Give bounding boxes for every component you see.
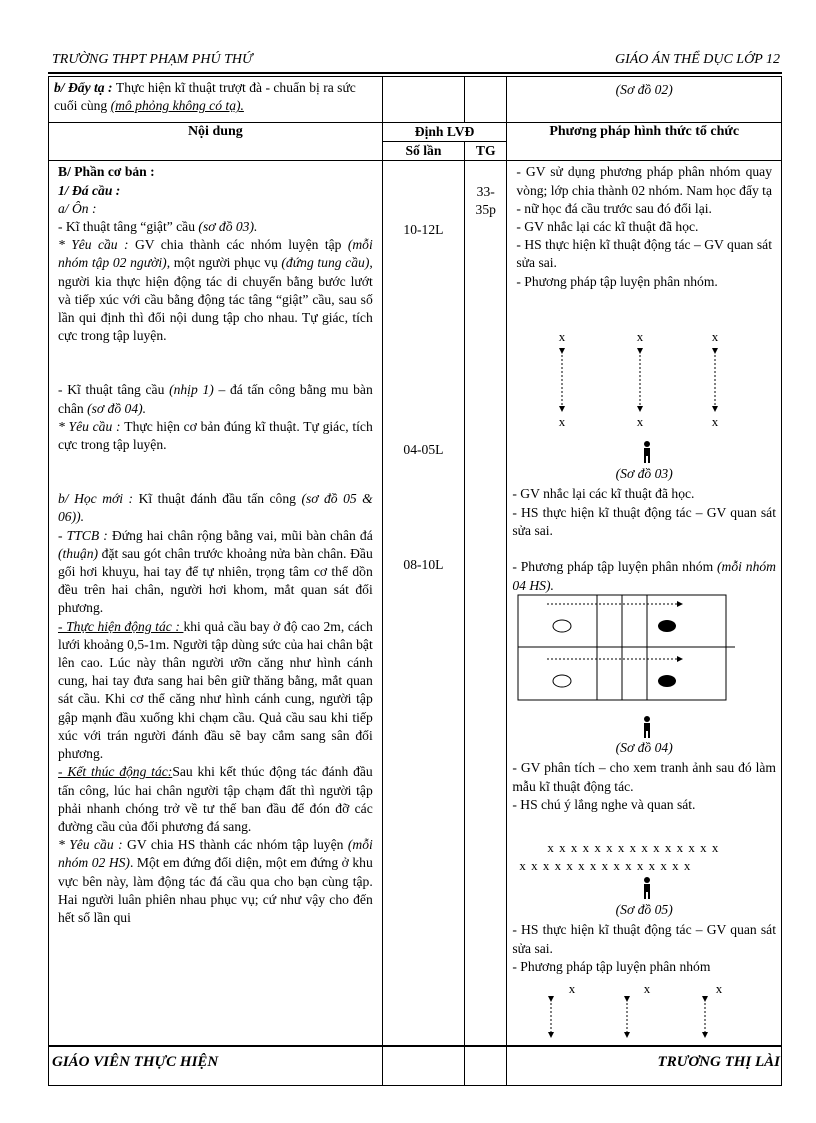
shotput-label: b/ Đẩy tạ : (54, 80, 116, 95)
content-row (49, 161, 782, 1086)
header-method: Phương pháp hình thức tổ chức (507, 123, 782, 161)
yc1-d: (đứng tung cầu) (281, 255, 370, 271)
finish-text: Sau khi kết thúc động tác đánh đầu tấn công, lúc hai chân người tập chạm đất thì người tập phải nhanh chóng trở về tư thế ban đầu để đón đỡ các đường cầu của đối phương đá sang. (58, 764, 373, 834)
tg-1: 33- (476, 184, 495, 200)
header-plan: GIÁO ÁN THỂ DỤC LỚP 12 (614, 52, 780, 67)
diagram-03 (537, 331, 717, 431)
shotput-text: Thực hiện kĩ thuật trượt đà - chuẩn bị ra sức cuối cùng (54, 80, 356, 114)
method-block-4 (507, 757, 781, 814)
yc1-a: GV chia thành các nhóm luyện tập (134, 237, 348, 253)
diagram-05-label: (Sơ đồ 05) (615, 902, 673, 918)
x-mark: x (637, 329, 644, 345)
shotput-note: (mô phỏng không có tạ). (110, 98, 244, 114)
method-6: - HS thực hiện kĩ thuật động tác – GV quan sát sửa sai. (512, 504, 776, 538)
header-tg: TG (465, 142, 507, 161)
so-lan-1: 10-12L (403, 222, 444, 238)
so-lan-3: 08-10L (403, 557, 444, 573)
footer-teacher-label: GIÁO VIÊN THỰC HIỆN (52, 1054, 219, 1070)
so-lan-2: 04-05L (403, 442, 444, 458)
x-mark: x (712, 414, 719, 430)
kt2-b: (nhịp 1) (169, 382, 214, 398)
kt1-text: - Kĩ thuật tâng “giật” cầu (58, 219, 199, 235)
teacher-icon (641, 715, 653, 739)
student-row-2: x x x x x x x x x x x x x x x (519, 858, 692, 874)
requirement-label-2: * Yêu cầu : (58, 418, 125, 434)
x-mark: x (716, 981, 723, 997)
header-so-lan: Số lần (382, 142, 464, 161)
teacher-icon (641, 440, 653, 464)
diagram-03-label: (Sơ đồ 03) (615, 466, 673, 482)
execution-text: khi quả cầu bay ở độ cao 2m, cách lưới khoảng 0,5-1m. Người tập dùng sức của hai chân bật lên cao. Lúc này thân người ưỡn căng như hình cánh cung, hai tay đưa sang hai bên giữ thăng bằng, mắt quan sát cầu. Khi cơ thể căng như hình cánh cung, người tập gập mạnh đầu xuống khi chạm cầu. Quả cầu sau khi tiếp xúc với trán người đánh đầu sẽ bay cắm sang sân đối phương. (58, 618, 373, 762)
lesson-table (48, 76, 782, 1086)
header-content: Nội dung (49, 123, 383, 161)
kt2-c: – đá tấn công bằng mu bàn chân (58, 382, 373, 416)
kt1-ref: (sơ đồ 03). (198, 219, 258, 235)
yc1-e: , người kia thực hiện động tác di chuyển bằng bước lướt và tiếp xúc với cầu bằng động tác tâng “giật” cầu, sau số lần qui định thì đổi nội dung tập cho nhau. Tự giác, tích cực trong tập luyện. (58, 255, 373, 344)
method-2: - GV nhắc lại các kĩ thuật đã học. (516, 219, 699, 235)
method-1: - GV sử dụng phương pháp phân nhóm quay vòng; lớp chia thành 02 nhóm. Nam học đẩy tạ - nữ học đá cầu trước sau đó đổi lại. (516, 164, 772, 216)
section-title: B/ Phần cơ bản : (58, 164, 155, 180)
content-column (53, 161, 378, 927)
ttcb-label: - TTCB : (58, 527, 112, 543)
header-school: TRƯỜNG THPT PHẠM PHÚ THỨ (52, 52, 253, 67)
yc2: Thực hiện cơ bản đúng kĩ thuật. Tự giác, tích cực trong tập luyện. (58, 418, 373, 453)
ttcb-a: Đứng hai chân rộng bằng vai, mũi bàn chân đá (111, 527, 373, 543)
ttcb-b: (thuận) (58, 545, 99, 561)
x-mark: x (644, 981, 651, 997)
x-mark: x (569, 981, 576, 997)
method-10: - HS thực hiện kĩ thuật động tác – GV quan sát sửa sai. (512, 922, 776, 956)
new-lesson-ref: (sơ đồ 05 & 06)). (58, 491, 373, 525)
execution-label: - Thực hiện động tác : (58, 618, 184, 634)
method-11: - Phương pháp tập luyện phân nhóm (512, 958, 711, 974)
method-block-3 (507, 556, 781, 594)
finish-label: - Kết thúc động tác: (58, 764, 173, 780)
method-4: - Phương pháp tập luyện phân nhóm. (516, 273, 718, 289)
diagram-06 (537, 983, 737, 1037)
tg-2: 35p (475, 202, 496, 218)
x-mark: x (637, 414, 644, 430)
new-lesson-text: Kĩ thuật đánh đầu tấn công (138, 491, 302, 507)
top-row (49, 77, 782, 123)
header-divider (48, 72, 782, 74)
ttcb-c: đặt sau gót chân trước khoảng nửa bàn chân. Đầu gối hơi khuỵu, hai tay để tự nhiên, trọng tâm cơ thể dồn đều trên hai chân, người hơi khom, mắt quan sát đối phương. (58, 545, 373, 616)
x-mark: x (712, 329, 719, 345)
footer-divider (48, 1045, 782, 1047)
teacher-icon (641, 876, 653, 900)
method-7b: (mỗi nhóm 04 HS). (512, 559, 776, 593)
method-3: - HS thực hiện kĩ thuật động tác – GV quan sát sửa sai. (516, 237, 772, 271)
sub-title-da-cau: 1/ Đá cầu : (58, 182, 121, 198)
x-mark: x (559, 329, 566, 345)
new-lesson-label: b/ Học mới : (58, 491, 139, 507)
review-title: a/ Ôn : (58, 200, 97, 216)
yc3-c: . Một em đứng đối diện, một em đứng ở khu vực bên này, làm động tác đá cầu qua cho bạn cùng tập. Hai người luân phiên nhau phục vụ; cứ như vậy cho đến hết số lần qui (58, 855, 373, 925)
x-mark: x (559, 414, 566, 430)
diagram-02-label: (Sơ đồ 02) (507, 77, 782, 123)
method-5: - GV nhắc lại các kĩ thuật đã học. (512, 486, 695, 502)
diagram-04-label: (Sơ đồ 04) (615, 740, 673, 756)
student-row-1: x x x x x x x x x x x x x x x (547, 840, 720, 856)
kt2-d: (sơ đồ 04). (87, 400, 147, 416)
method-column (511, 161, 777, 290)
requirement-label-3: * Yêu cầu : (58, 837, 128, 853)
diagram-04-court (517, 594, 737, 704)
method-9: - HS chú ý lắng nghe và quan sát. (512, 796, 696, 812)
table-header (49, 123, 782, 142)
method-block-2 (507, 483, 781, 540)
yc1-b: (mỗi nhóm tập 02 người) (58, 237, 373, 271)
yc3-b: (mỗi nhóm 02 HS) (58, 837, 373, 871)
yc1-c: , một người phục vụ (166, 255, 282, 271)
method-7a: - Phương pháp tập luyện phân nhóm (512, 559, 718, 575)
method-8: - GV phân tích – cho xem tranh ảnh sau đó làm mẫu kĩ thuật động tác. (512, 760, 776, 794)
kt2-text: - Kĩ thuật tâng cầu (58, 382, 170, 398)
footer-teacher-name: TRƯƠNG THỊ LÀI (657, 1054, 780, 1070)
yc3-a: GV chia HS thành các nhóm tập luyện (127, 837, 348, 853)
method-block-5 (507, 919, 781, 976)
requirement-label: * Yêu cầu : (58, 237, 135, 253)
header-dinh-lvd: Định LVĐ (382, 123, 507, 142)
